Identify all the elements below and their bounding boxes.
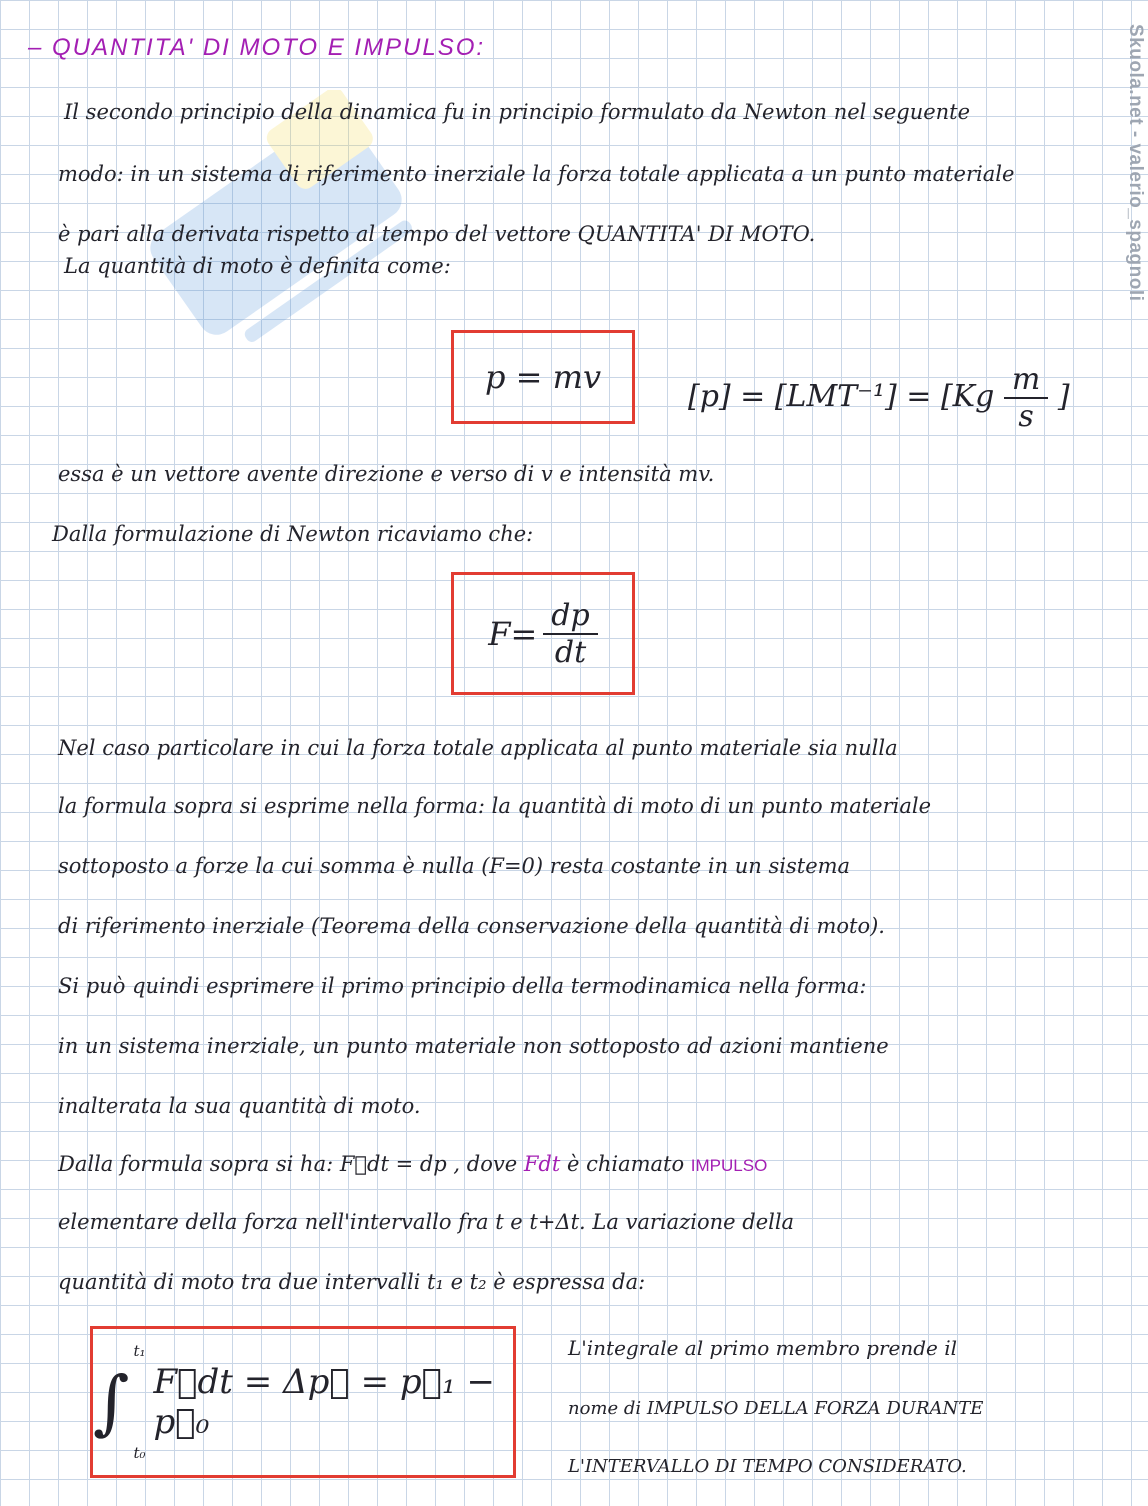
side-note-line-1: L'integrale al primo membro prende il (568, 1336, 958, 1360)
text-line-4: La quantità di moto è definita come: (64, 254, 451, 278)
dimension-close-bracket: ] (1057, 379, 1070, 414)
integral-sign: ∫ (93, 1361, 130, 1443)
dimension-numerator: m (1004, 362, 1048, 399)
impulse-term: IMPULSO (690, 1156, 768, 1175)
side-note-line-2: nome di IMPULSO DELLA FORZA DURANTE (568, 1398, 984, 1419)
force-fraction (543, 598, 597, 670)
text-line-14-middle: è chiamato (566, 1152, 685, 1176)
text-line-3: è pari alla derivata rispetto al tempo del vettore QUANTITA' DI MOTO. (58, 222, 816, 246)
text-line-8: la formula sopra si esprime nella forma: la quantità di moto di un punto materiale (58, 794, 932, 818)
force-numerator: dp (543, 598, 597, 635)
text-line-2: modo: in un sistema di riferimento inerziale la forza totale applicata a un punto materiale (58, 162, 1015, 186)
text-line-7: Nel caso particolare in cui la forza totale applicata al punto materiale sia nulla (58, 736, 898, 760)
text-line-1: Il secondo principio della dinamica fu in principio formulato da Newton nel seguente (64, 100, 971, 124)
integral-upper-limit: t₁ (133, 1342, 146, 1360)
impulse-integral-box (90, 1326, 516, 1478)
text-line-15: elementare della forza nell'intervallo fra t e t+Δt. La variazione della (58, 1210, 795, 1234)
text-line-5: essa è un vettore avente direzione e verso di v e intensità mv. (58, 462, 715, 486)
dimension-denominator: s (1018, 399, 1034, 434)
integral-lower-limit: t₀ (133, 1444, 146, 1462)
dimension-fraction (1004, 362, 1048, 434)
force-formula-box (451, 572, 635, 695)
side-note-line-3: L'INTERVALLO DI TEMPO CONSIDERATO. (568, 1456, 967, 1477)
text-line-6: Dalla formulazione di Newton ricaviamo che: (52, 522, 534, 546)
page-title: – QUANTITA' DI MOTO E IMPULSO: (28, 34, 486, 61)
integral-limits (133, 1342, 145, 1462)
text-line-16: quantità di moto tra due intervalli t₁ e t₂ è espressa da: (58, 1270, 646, 1294)
text-line-11: Si può quindi esprimere il primo principio della termodinamica nella forma: (58, 974, 867, 998)
force-lhs: F= (488, 614, 538, 653)
momentum-formula: p = mv (484, 358, 602, 396)
force-denominator: dt (554, 634, 587, 670)
dimensions-text: [p] = [LMT⁻¹] = [Kg (688, 379, 995, 414)
side-watermark-text: Skuola.net - valerio_spagnoli (1125, 24, 1146, 302)
momentum-dimensions (688, 362, 1070, 434)
text-line-9: sottoposto a forze la cui somma è nulla (F=0) resta costante in un sistema (58, 854, 851, 878)
text-line-10: di riferimento inerziale (Teorema della conservazione della quantità di moto). (58, 914, 885, 938)
text-line-14 (58, 1152, 1098, 1176)
text-line-14-start: Dalla formula sopra si ha: F⃗dt = dp , dove (58, 1152, 518, 1176)
impulse-expression: Fdt (523, 1152, 561, 1176)
momentum-formula-box (451, 330, 635, 424)
force-formula (488, 598, 597, 670)
impulse-integral (93, 1342, 513, 1462)
text-line-12: in un sistema inerziale, un punto materiale non sottoposto ad azioni mantiene (58, 1034, 889, 1058)
text-line-13: inalterata la sua quantità di moto. (58, 1094, 421, 1118)
impulse-equation: F⃗dt = Δp⃗ = p⃗₁ − p⃗₀ (153, 1362, 495, 1442)
